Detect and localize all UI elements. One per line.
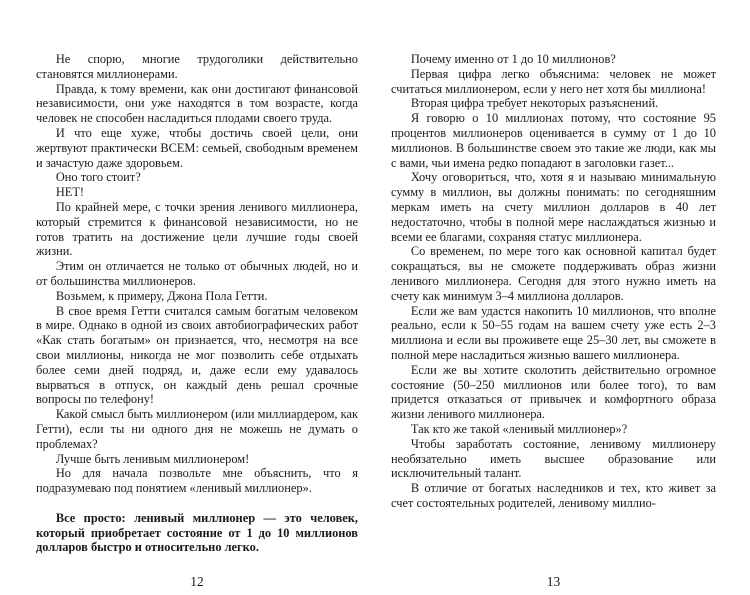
paragraph: По крайней мере, с точки зрения ленивого миллионера, который стремится к финансовой независимости, но не готов тратить на достижение цели лучшие годы своей жизни. (36, 199, 358, 259)
paragraph: Все просто: ленивый миллионер — это человек, который приобретает состояние от 1 до 10 миллионов долларов быстро и относительно легко. (36, 510, 358, 555)
paragraph: Не спорю, многие трудоголики действительно становятся миллионерами. (36, 52, 358, 81)
paragraph: Я говорю о 10 миллионах потому, что состояние 95 процентов миллионеров оценивается в сумму от 1 до 10 миллионов. В большинстве своем это такие же люди, как мы с вами, чьи имена редко попадают в заголовки газет... (391, 111, 716, 170)
paragraph: Вторая цифра требует некоторых разъяснений. (410, 96, 659, 111)
paragraph: В свое время Гетти считался самым богатым человеком в мире. Однако в одной из своих автобиографических работ «Как стать богатым» он признается, что, несмотря на все свои миллионы, никогда не мог позволить себе отдыхать более семи дней подряд, и, даже если ему удавалось вырваться в отпуск, он каждый день решал срочные вопросы по телефону! (36, 303, 358, 407)
paragraph: И что еще хуже, чтобы достичь своей цели, они жертвуют практически ВСЕМ: семьей, свободным временем и зачастую даже здоровьем. (36, 125, 358, 170)
paragraph: Лучше быть ленивым миллионером! (55, 451, 250, 466)
paragraph: Хочу оговориться, что, хотя я и называю минимальную сумму в миллион, вы должны понимать: по сегодняшним меркам иметь на счету миллион долларов в 40 лет недостаточно, чтобы в полной мере наслаждаться жизнью и всеми ее благами, сохраняя статус миллионера. (391, 170, 716, 244)
paragraph: Возьмем, к примеру, Джона Пола Гетти. (55, 288, 268, 303)
paragraph: Если же вы хотите сколотить действительно огромное состояние (50–250 миллионов или более того), то вам придется отказаться от привычек и комфортного образа жизни ленивого миллионера. (391, 362, 716, 422)
paragraph: Какой смысл быть миллионером (или миллиардером, как Гетти), если ты ни одного дня не можешь не думать о проблемах? (36, 407, 358, 451)
paragraph: Если же вам удастся накопить 10 миллионов, что вполне реально, если к 50–55 годам на вашем счету уже есть 2–3 миллиона и если вы проживете еще 25–30 лет, вы сможете в полной мере насладиться жизнью вашего миллионера. (391, 303, 716, 362)
page-left (36, 52, 358, 589)
page-right-text (391, 52, 716, 511)
page-number-left: 12 (190, 574, 204, 589)
paragraph: Оно того стоит? (55, 170, 141, 185)
page-right (391, 52, 716, 589)
page-left-text (36, 52, 358, 555)
paragraph: Чтобы заработать состояние, ленивому миллионеру необязательно иметь высшее образование или исключительный талант. (391, 436, 716, 481)
paragraph: Так кто же такой «ленивый миллионер»? (410, 421, 628, 436)
paragraph: Правда, к тому времени, как они достигают финансовой независимости, они уже находятся в том возрасте, когда человек не способен насладиться плодами своего труда. (36, 81, 358, 126)
paragraph: Этим он отличается не только от обычных людей, но и от большинства миллионеров. (36, 259, 358, 288)
paragraph: В отличие от богатых наследников и тех, кто живет за счет состоятельных родителей, ленивому миллио- (391, 481, 716, 510)
paragraph: Со временем, по мере того как основной капитал будет сокращаться, вы не сможете поддерживать образ жизни ленивого миллионера. Сегодня для этого нужно иметь на счету как минимум 3–4 миллиона долларов. (391, 244, 716, 303)
page-number-right: 13 (546, 574, 561, 589)
paragraph: Почему именно от 1 до 10 миллионов? (410, 52, 616, 66)
paragraph: НЕТ! (55, 185, 85, 200)
paragraph: Первая цифра легко объяснима: человек не может считаться миллионером, если у него нет хотя бы миллиона! (391, 66, 716, 96)
paragraph: Но для начала позвольте мне объяснить, что я подразумеваю под понятием «ленивый миллионер». (36, 466, 358, 496)
